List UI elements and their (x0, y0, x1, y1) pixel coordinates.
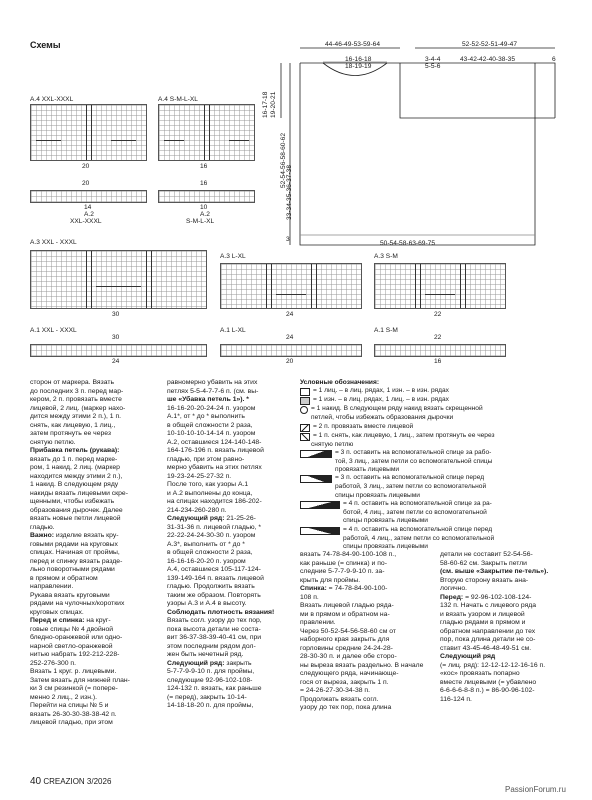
yarn-over-icon (300, 406, 308, 414)
a1-bottom-lxl: 20 (286, 358, 294, 365)
page-number: 40 (30, 776, 42, 787)
a2-num-sml: 10 (200, 204, 208, 211)
dim-sleeve-2: 43-42-42-40-38-35 (460, 56, 515, 63)
a1-bottom-sm: 16 (434, 358, 442, 365)
a2-label-sml: A.2 (200, 211, 210, 218)
dim-total-height: 52-54-56-58-60-62 (280, 133, 287, 188)
chart-label-a1-xxl: A.1 XXL - XXXL (30, 327, 77, 334)
ssk-icon (300, 433, 310, 441)
chart-grid-a2-xxl (30, 190, 147, 203)
knit-symbol-icon (300, 388, 310, 396)
text-column-1: сторон от маркера. Вязать до последних 3 п. перед мар- кером, 2 п. провязать вместе лицевой, 2 лиц. (маркер нахо- дится между этими 2 п.), 1 п. снять, как лицевую, 1 лиц., затем протянуть ее через снятую петлю. Прибавка петель (рукава): вязать до 1 п. перед марке- ром, 1 накид, 2 лиц. (маркер находится между этими 2 п.), 1 накид. В следующем ряду накиды вязать лицевыми скре- щенными, чтобы избежать образования дырочек. Далее вязать новые петли лицевой гладью. Важно: изделие вязать кру- говыми рядами на круговых спицах. Начиная от проймы, перед и спинку вязать разде- льно поворотными рядами в прямом и обратном направлении. Рукава вязать круговыми рядами на чулочных/коротких круговых спицах. Перед и спинка: на круг- говые спицы № 4 двойной бледно-оранжевой или одно- нарной светло-оранжевой нитью набрать 192-212-228- 252-276-300 п. Вязать 1 круг. р. лицевыми. Затем вязать для нижней план- ки 3 см резинкой (= попере- менно 2 лиц., 2 изн.). Перейти на спицы № 5 и вязать 26-30-30-38-38-42 п. лицевой гладью, при этом (30, 379, 130, 726)
chart-label-a4-xxl: A.4 XXL-XXXL (30, 96, 74, 103)
dim-cuff: 6 (552, 56, 556, 63)
a1-top-sm: 22 (434, 334, 442, 341)
a1-top-xxl: 30 (112, 334, 120, 341)
chart-grid-a4-sml (158, 104, 255, 161)
a2-num-xxl: 14 (84, 204, 92, 211)
page-footer (30, 776, 111, 787)
chart-label-a3-sm: A.3 S-M (374, 253, 398, 260)
cable-4-front-icon (300, 527, 340, 535)
dim-body-height: 33-34-35-36-37-38 (286, 165, 293, 220)
dim-bottom-width: 50-54-58-63-69-75 (380, 240, 435, 247)
cable-3-back-icon (300, 450, 332, 458)
dim-sleeve: 52-52-52-51-49-47 (462, 41, 517, 48)
dim-top-total: 44-46-49-53-59-64 (325, 41, 380, 48)
legend: Условные обозначения: = 1 лиц. – в лиц. рядах, 1 изн. – в изн. рядах = 1 изн. – в лиц. рядах, 1 лиц. – в изн. рядах = 1 накид. В следующем ряду накид вязать скрещенной петлей, чтобы избежать образования дырочки = 2 п. провязать вместе лицевой = 1 п. снять, как лицевую, 1 лиц., затем протянуть ее через снятую петлю = 3 п. оставить на вспомогательной спице за рабо- той, 3 лиц., затем петли со вспомогательной спицы провязать лицевыми = 3 п. оставить на вспомогательной спице перед работой, 3 лиц., затем петли со вспомогательной спицы провязать лицевыми = 4 п. оставить на вспомогательной спице за ра- ботой, 4 лиц., затем петли со вспомогательной спицы провязать лицевыми = 4 п. оставить на вспомогательной спице перед работой, 4 лиц., затем петли со вспомогательной спицы провязать лицевыми (300, 379, 495, 550)
dim-shoulder-2: 5-5-6 (425, 63, 441, 70)
chart-grid-a3-lxl (220, 263, 362, 309)
watermark: PassionForum.ru (505, 785, 566, 794)
chart-label-a1-lxl: A.1 L-XL (220, 327, 246, 334)
a2-label-xxl: A.2 (84, 211, 94, 218)
chart-grid-a3-xxl (30, 250, 207, 309)
a2-top-sml: 16 (200, 180, 208, 187)
garment-schematic (255, 40, 575, 250)
text-column-2: равномерно убавить на этих петлях 5-5-4-7-7-6 п. (см. вы- ше «Убавка петель 1»). * 16-16-20-20-24-24 п. узором А.1*, от * до * выполнить в общей сложности 2 раза, 10-10-10-10-14-14 п. узором А.2, оставшиеся 124-140-148- 164-176-196 п. вязать лицевой гладью, при этом равно- мерно убавить на этих петлях 19-23-24-25-27-32 п. После того, как узоры А.1 и А.2 выполнены до конца, на спицах находится 186-202- 214-234-260-280 п. Следующий ряд: 21-25-26- 31-31-36 п. лицевой гладью, * 22-22-24-24-30-30 п. узором А.3*, выполнить от * до * в общей сложности 2 раза, 16-16-16-20-20 п. узором А.4, оставшиеся 105-117-124- 139-149-164 п. вязать лицевой гладью. Продолжить вязать таким же образом. Повторять узоры А.3 и А.4 в высоту. Соблюдать плотность вязания! Вязать согл. узору до тех пор, пока высота детали не соста- вит 36-37-38-39-40-41 см, при этом последним рядом дол- жен быть нечетный ряд. Следующий ряд: закрыть 5-7-7-9-9-10 п. для проймы, следующие 92-96-102-108- 124-132 п. вязать, как раньше (= перед), закрыть 10-14- 14-18-18-20 п. для проймы, (167, 379, 275, 709)
chart-grid-a1-lxl (220, 344, 362, 357)
dim-hem: 3 (286, 236, 290, 243)
text-column-3: вязать 74-78-84-90-100-108 п., как раньше (= спинка) и по- следние 5-7-7-9-9-10 п. за- крыть для проймы. Спинка: = 74-78-84-90-100- 108 п. Вязать лицевой гладью рядa- ми в прямом и обратном на- правлении. Через 50-52-54-56-58-60 см от наборного края закрыть для горловины средние 24-24-28- 28-30-30 п. и далее обе сторо- ны вырезa вязать раздельно. В начале следующего ряда, начинающе- гося от выреза, закрыть 1 п. = 24-26-27-30-34-38 п. Продолжать вязать согл. узору до тех пор, пока длина (300, 551, 424, 711)
k2tog-icon (300, 424, 310, 432)
chart-label-a1-sm: A.1 S-M (374, 327, 398, 334)
cable-4-back-icon (300, 501, 340, 509)
dim-armhole-2: 19-20-21 (270, 91, 277, 118)
chart-width-a3-xxl: 30 (112, 311, 120, 318)
purl-symbol-icon (300, 397, 310, 405)
dim-armhole: 16-17-18 (262, 91, 269, 118)
a1-top-lxl: 24 (286, 334, 294, 341)
a2-size-xxl: XXL-XXXL (70, 218, 102, 225)
chart-label-a4-sml: A.4 S-M-L-XL (158, 96, 198, 103)
chart-grid-a4-xxl (30, 104, 147, 161)
chart-label-a3-lxl: A.3 L-XL (220, 253, 246, 260)
chart-width-a3-lxl: 24 (286, 311, 294, 318)
page-title: Схемы (30, 40, 61, 50)
chart-grid-a1-sm (374, 344, 506, 357)
chart-width-a3-sm: 22 (434, 311, 442, 318)
dim-neck: 16-16-18 (345, 56, 372, 63)
dim-neck-2: 18-19-19 (345, 63, 372, 70)
magazine-issue: CREAZION 3/2026 (43, 777, 112, 786)
chart-label-a3-xxl: A.3 XXL - XXXL (30, 239, 77, 246)
cable-3-front-icon (300, 475, 332, 483)
dim-shoulder: 3-4-4 (425, 56, 441, 63)
chart-grid-a2-sml (158, 190, 255, 203)
a1-bottom-xxl: 24 (112, 358, 120, 365)
chart-width-a4-sml: 16 (200, 163, 208, 170)
chart-grid-a3-sm (374, 263, 506, 309)
text-column-4: детали не составит 52-54-56- 58-60-62 см. Закрыть петли (см. выше «Закрытие пе-тель»). Вторую сторону вязать ана- логично. Перед: = 92-96-102-108-124- 132 п. Начать с лицевого ряда и вязать узором и лицевой гладью рядами в прямом и обратном направлении до тех пор, пока длина детали не со- ставит 43-45-46-48-49-51 см. Следующий ряд (= лиц. ряд): 12-12-12-12-16-16 п. «кос» провязать попарно вместе лицевыми (= убавлено 6-6-6-6-8-8 п.) = 86-90-96-102- 116-124 п. (440, 551, 549, 703)
a2-size-sml: S-M-L-XL (186, 218, 215, 225)
a2-top-xxl: 20 (82, 180, 90, 187)
chart-grid-a1-xxl (30, 344, 207, 357)
chart-width-a4-xxl: 20 (82, 163, 90, 170)
